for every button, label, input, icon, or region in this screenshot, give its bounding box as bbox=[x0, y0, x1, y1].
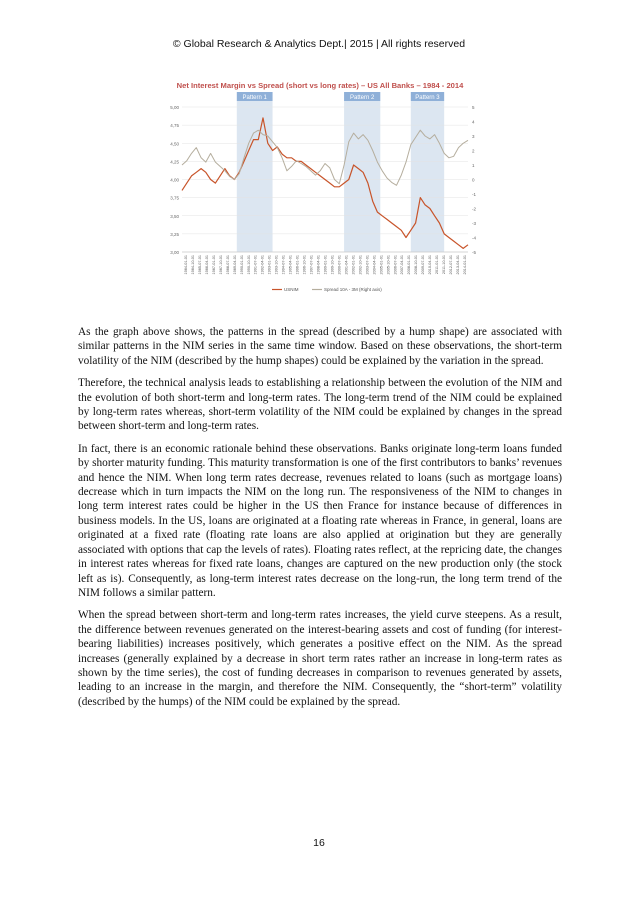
x-tick-label: 1993-01-01 bbox=[267, 255, 272, 275]
y-right-tick-label: -3 bbox=[472, 221, 477, 226]
nim-spread-chart bbox=[152, 77, 488, 297]
x-tick-label: 2001-04-01 bbox=[344, 255, 349, 275]
x-tick-label: 2007-04-01 bbox=[400, 255, 405, 275]
y-right-tick-label: -1 bbox=[472, 192, 477, 197]
x-tick-label: 1997-07-01 bbox=[309, 255, 314, 275]
y-right-tick-label: -2 bbox=[472, 206, 477, 212]
x-tick-label: 1992-04-01 bbox=[260, 255, 265, 275]
y-right-tick-label: 2 bbox=[472, 148, 475, 154]
page-header: © Global Research & Analytics Dept.| 2015 | All rights reserved bbox=[172, 38, 466, 50]
paragraph-1: As the graph above shows, the patterns in the spread (described by a hump shape) are associated with similar patterns in the NIM series in the same time window. Based on these observations, the short-term volatility of the NIM (described by the hump shapes) could be explained by the variation in the spread. bbox=[78, 326, 562, 367]
x-tick-label: 2005-10-01 bbox=[386, 255, 391, 275]
x-tick-label: 1998-04-01 bbox=[316, 255, 321, 275]
x-tick-label: 2012-07-01 bbox=[449, 255, 454, 275]
paragraph-4: When the spread between short-term and long-term rates increases, the yield curve steepens. As a result, the difference between revenues generated on the interest-bearing assets and cost of funding (for interest-bearing liabilities) increases positively, which generates a positive effect on the NIM. As the spread increases (generally explained by a decrease in short term rates rather an increase in long-term rates as shown by the time series), the cost of funding decreases in comparison to revenues generated by assets, leading to an increase in the margin, and therefore the NIM. Consequently, the “short-term” volatility (described by the humps) of the NIM could be explained by the spread. bbox=[78, 609, 562, 708]
y-right-tick-label: 5 bbox=[472, 105, 475, 110]
x-tick-label: 1991-07-01 bbox=[253, 255, 258, 275]
y-right-tick-label: 4 bbox=[472, 119, 475, 125]
pattern-band-3 bbox=[411, 101, 444, 252]
x-tick-label: 1993-10-01 bbox=[274, 255, 279, 275]
x-tick-label: 2000-07-01 bbox=[337, 255, 342, 275]
x-tick-label: 1990-10-01 bbox=[246, 255, 251, 275]
y-right-tick-label: -5 bbox=[472, 250, 477, 255]
y-left-tick-label: 3,75 bbox=[170, 195, 179, 201]
legend-label: USNIM bbox=[284, 287, 299, 292]
x-tick-label: 2008-10-01 bbox=[414, 255, 419, 275]
chart-canvas bbox=[152, 77, 488, 297]
pattern-band-1 bbox=[237, 101, 273, 252]
x-tick-label: 2014-01-01 bbox=[463, 255, 468, 275]
paragraph-3: In fact, there is an economic rationale behind these observations. Banks originate long-term loans funded by shorter maturity funding. This maturity transformation is one of the first contributors to banks’ revenues and hence the NIM. When long term rates decrease, revenues related to loans (such as mortgage loans) decrease which in turn impacts the NIM on the long run. The responsiveness of the NIM to changes in long term interest rates could be higher in the US then France for instance because of differences in business models. In the US, loans are originated at a floating rate whereas in France, in general, loans are originated at a fixed rate (floating rate loans are also applied at origination but they are generally associated with options that cap the levels of rates). Floating rates reflect, at the repricing date, the changes in interest rates whereas for fixed rate loans, changes are captured on the new production only (the stock left as is). Consequently, as long-term interest rates decrease on the long-run, the long term trend of the NIM follows a similar pattern. bbox=[78, 442, 562, 599]
x-tick-label: 2011-01-01 bbox=[435, 255, 440, 275]
x-tick-label: 1990-01-01 bbox=[239, 255, 244, 275]
x-tick-label: 1996-10-01 bbox=[302, 255, 307, 275]
x-tick-label: 1995-04-01 bbox=[288, 255, 293, 275]
y-left-tick-label: 4,25 bbox=[170, 159, 179, 165]
x-tick-label: 2011-10-01 bbox=[442, 255, 447, 275]
x-tick-label: 1999-10-01 bbox=[330, 255, 335, 275]
x-tick-label: 1987-10-01 bbox=[218, 255, 223, 275]
body-text bbox=[78, 325, 562, 717]
x-tick-label: 1989-04-01 bbox=[232, 255, 237, 275]
y-left-tick-label: 3,50 bbox=[170, 213, 179, 219]
x-tick-label: 1985-07-01 bbox=[197, 255, 202, 275]
x-tick-label: 2009-07-01 bbox=[421, 255, 426, 275]
y-left-tick-label: 3,00 bbox=[170, 250, 179, 255]
y-right-tick-label: 3 bbox=[472, 134, 475, 139]
paragraph-2: Therefore, the technical analysis leads to establishing a relationship between the evolution of the NIM and the evolution of both short-term and long-term rates. The long-term trend of the NIM could be explained by long-term rates whereas, short-term volatility of the NIM could be explained by changes in the spread between short-term and long-term rates. bbox=[78, 377, 562, 433]
x-tick-label: 2002-01-01 bbox=[351, 255, 356, 275]
y-left-tick-label: 4,75 bbox=[170, 123, 179, 129]
y-left-tick-label: 4,50 bbox=[170, 141, 179, 147]
y-right-tick-label: 0 bbox=[472, 177, 475, 183]
x-tick-label: 2006-07-01 bbox=[393, 255, 398, 275]
pattern-label-3: Pattern 3 bbox=[415, 95, 440, 101]
y-left-tick-label: 4,00 bbox=[170, 177, 179, 183]
y-left-tick-label: 5,00 bbox=[170, 105, 179, 110]
legend-label: Spread 10A - 3M (Right axis) bbox=[324, 287, 382, 292]
x-tick-label: 2004-04-01 bbox=[372, 255, 377, 275]
y-right-tick-label: 1 bbox=[472, 163, 475, 168]
x-tick-label: 2008-01-01 bbox=[407, 255, 412, 275]
x-tick-label: 1999-01-01 bbox=[323, 255, 328, 275]
x-tick-label: 2005-01-01 bbox=[379, 255, 384, 275]
x-tick-label: 2002-10-01 bbox=[358, 255, 363, 275]
x-tick-label: 1986-04-01 bbox=[204, 255, 209, 275]
chart-title: Net Interest Margin vs Spread (short vs long rates) – US All Banks – 1984 - 2014 bbox=[176, 81, 464, 90]
x-tick-label: 1996-01-01 bbox=[295, 255, 300, 275]
x-tick-label: 1994-07-01 bbox=[281, 255, 286, 275]
x-tick-label: 2013-04-01 bbox=[456, 255, 461, 275]
pattern-label-1: Pattern 1 bbox=[242, 95, 267, 101]
y-left-tick-label: 3,25 bbox=[170, 231, 179, 237]
pattern-label-2: Pattern 2 bbox=[350, 95, 375, 101]
x-tick-label: 2003-07-01 bbox=[365, 255, 370, 275]
x-tick-label: 1987-01-01 bbox=[211, 255, 216, 275]
x-tick-label: 2010-04-01 bbox=[428, 255, 433, 275]
x-tick-label: 1984-10-01 bbox=[190, 255, 195, 275]
y-right-tick-label: -4 bbox=[472, 235, 477, 241]
page-number: 16 bbox=[313, 837, 325, 849]
x-tick-label: 1984-01-01 bbox=[183, 255, 188, 275]
x-tick-label: 1988-07-01 bbox=[225, 255, 230, 275]
